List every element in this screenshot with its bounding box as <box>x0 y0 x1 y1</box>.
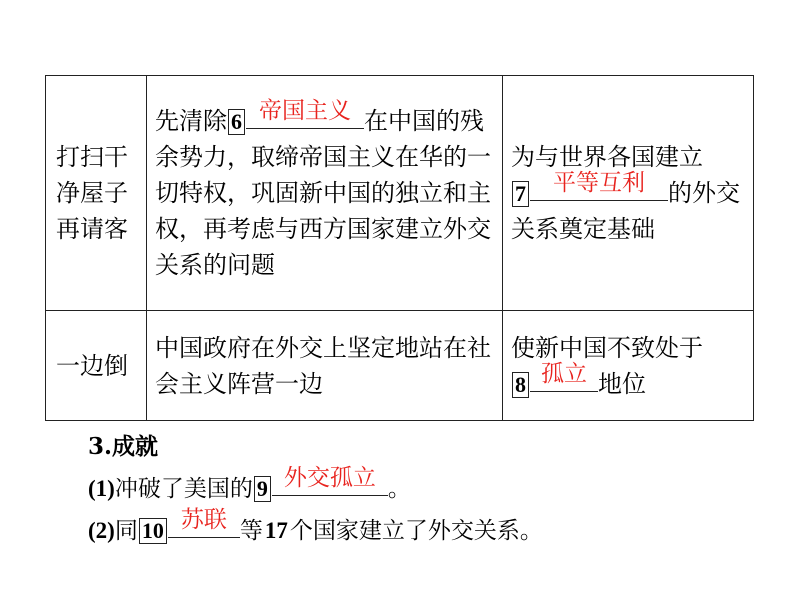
achievements-section <box>88 426 543 552</box>
content-text-after: 在中国的残余势力，取缔帝国主义在华的一切特权，巩固新中国的独立和主权，再考虑与西方国家建立外交关系的问题 <box>155 107 491 279</box>
achievement-item <box>88 507 543 552</box>
content-cell <box>147 311 503 421</box>
achievement-item <box>88 465 543 510</box>
question-number-box: 8 <box>512 372 529 398</box>
term-line: 净屋子 <box>56 179 128 207</box>
question-number-box: 7 <box>512 181 529 207</box>
answer-blank[interactable] <box>246 98 364 129</box>
table-row <box>46 76 754 311</box>
effect-cell <box>503 76 754 311</box>
term-line: 打扫干 <box>56 143 128 171</box>
content-cell <box>147 76 503 311</box>
question-number-box: 10 <box>139 518 167 544</box>
answer-text: 苏联 <box>180 507 227 533</box>
term-cell <box>46 311 147 421</box>
table-row <box>46 311 754 421</box>
effect-cell <box>503 311 754 421</box>
item-text-mid: 等 <box>239 518 263 544</box>
effect-text-after: 的外交关系奠定基础 <box>511 179 740 243</box>
term-cell <box>46 76 147 311</box>
answer-blank[interactable] <box>530 360 598 392</box>
content-text-before: 先清除 <box>155 107 227 135</box>
effect-text-before: 为与世界各国建立 <box>511 143 703 171</box>
question-number-box: 6 <box>228 109 245 135</box>
answer-text: 平等互利 <box>553 170 645 196</box>
term-line: 一边倒 <box>56 351 128 380</box>
effect-text-after: 地位 <box>598 369 646 398</box>
country-count: 17 <box>264 518 288 543</box>
content-text: 中国政府在外交上坚定地站在社会主义阵营一边 <box>155 333 491 398</box>
section-title: 3.成就 <box>88 433 159 460</box>
answer-blank[interactable] <box>168 507 240 538</box>
answer-text: 孤立 <box>541 360 587 387</box>
item-text-after: 个国家建立了外交关系。 <box>289 518 543 544</box>
item-prefix: (1) <box>88 476 115 501</box>
term-line: 再请客 <box>56 215 128 243</box>
question-number-box: 9 <box>254 476 271 502</box>
answer-text: 外交孤立 <box>283 465 376 491</box>
item-prefix: (2) <box>88 518 115 543</box>
answer-text: 帝国主义 <box>259 98 351 124</box>
diplomacy-table <box>45 75 754 421</box>
item-text-before: 同 <box>114 518 138 544</box>
effect-text-before: 使新中国不致处于 <box>511 333 703 362</box>
item-text-before: 冲破了美国的 <box>114 476 253 502</box>
answer-blank[interactable] <box>530 170 668 201</box>
item-text-after: 。 <box>387 476 411 502</box>
answer-blank[interactable] <box>272 465 388 496</box>
